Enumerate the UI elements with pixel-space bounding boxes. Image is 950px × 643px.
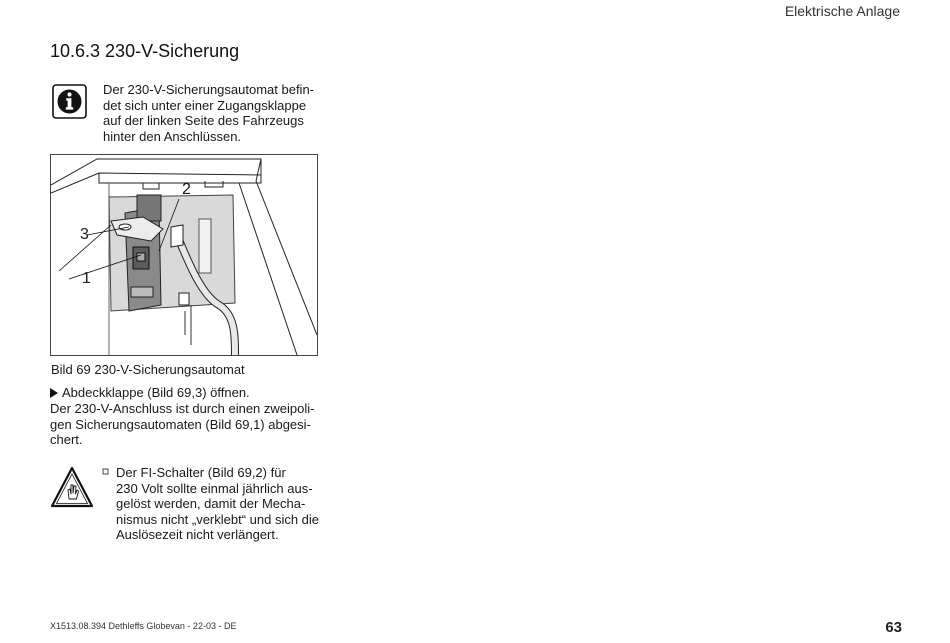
arrow-right-icon	[50, 388, 58, 398]
instruction-text	[50, 401, 314, 448]
info-text	[103, 82, 314, 144]
figure-fuse-illustration	[50, 154, 318, 356]
info-icon	[52, 84, 87, 119]
instruction-step	[50, 385, 250, 400]
square-bullet-icon	[102, 468, 110, 476]
instruction-step-text: Abdeckklappe (Bild 69,3) öffnen.	[62, 385, 250, 400]
callout-1: 1	[82, 270, 91, 287]
warning-hand-icon	[50, 466, 94, 508]
footer-document-id: X1513.08.394 Dethleffs Globevan - 22-03 - DE	[50, 621, 237, 631]
instruction-line: Der 230-V-Anschluss ist durch einen zweipoli-	[50, 401, 315, 416]
instruction-line: chert.	[50, 432, 83, 447]
info-line: Der 230-V-Sicherungsautomat befin-	[103, 82, 315, 97]
figure-caption: Bild 69 230-V-Sicherungsautomat	[51, 362, 245, 377]
warning-line: 230 Volt sollte einmal jährlich aus-	[116, 480, 313, 496]
warning-line: nismus nicht „verklebt“ und sich die	[116, 511, 320, 527]
page-number: 63	[885, 619, 902, 636]
warning-line: gelöst werden, damit der Mecha-	[116, 496, 306, 511]
callout-3: 3	[80, 226, 89, 243]
info-line: auf der linken Seite des Fahrzeugs	[103, 113, 304, 128]
instruction-line: gen Sicherungsautomaten (Bild 69,1) abgesi-	[50, 416, 311, 432]
chapter-title: Elektrische Anlage	[784, 3, 900, 19]
info-line: hinter den Anschlüssen.	[103, 128, 242, 144]
warning-text	[116, 465, 319, 543]
callout-2: 2	[182, 181, 191, 198]
warning-line: Auslösezeit nicht verlängert.	[116, 527, 279, 542]
warning-line: Der FI-Schalter (Bild 69,2) für	[116, 465, 286, 480]
section-heading: 10.6.3 230-V-Sicherung	[50, 41, 240, 61]
info-line: det sich unter einer Zugangsklappe	[103, 97, 307, 113]
